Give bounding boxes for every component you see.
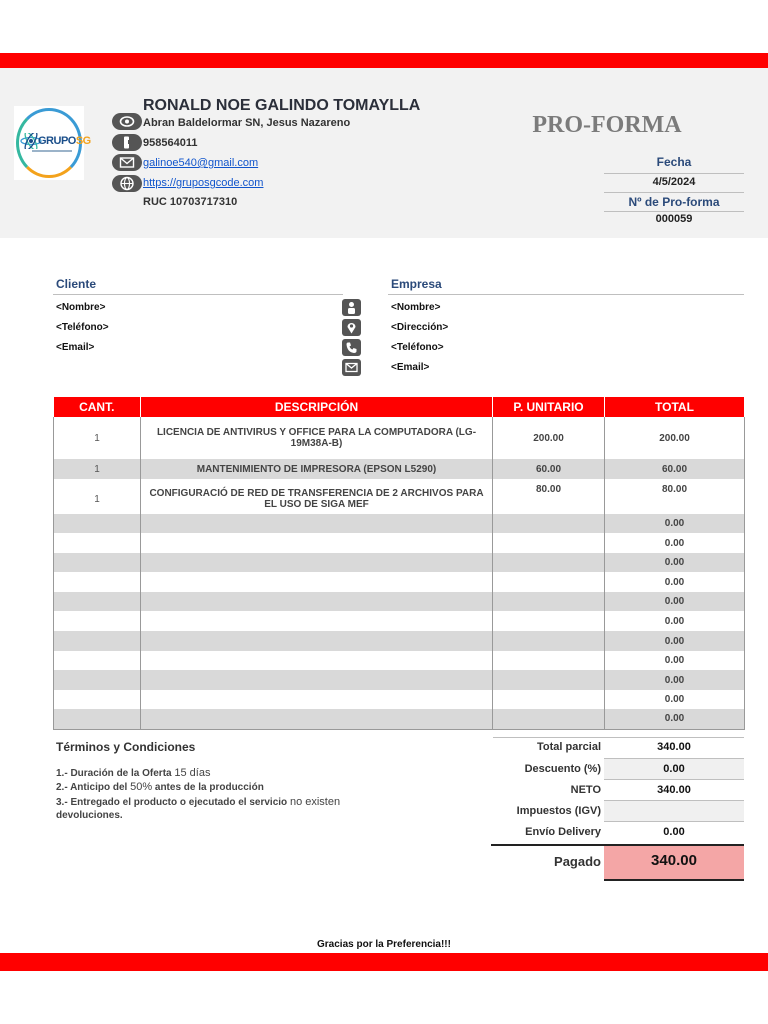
cell-unit-price <box>493 651 605 670</box>
cell-description: LICENCIA DE ANTIVIRUS Y OFFICE PARA LA COMPUTADORA (LG-19M38A-B) <box>141 417 493 459</box>
table-row <box>54 553 745 572</box>
person-icon <box>342 299 361 316</box>
term-line-2: 2.- Anticipo del 50% antes de la producción <box>56 781 264 793</box>
table-row <box>54 611 745 631</box>
company-phone-field: <Teléfono> <box>391 342 444 353</box>
email-icon <box>342 359 361 376</box>
cell-total: 0.00 <box>605 514 745 533</box>
divider <box>388 294 744 295</box>
company-address-field: <Dirección> <box>391 322 449 333</box>
cell-total: 200.00 <box>605 417 745 459</box>
logo-tagline <box>32 150 72 152</box>
column-header-description: DESCRIPCIÓN <box>141 397 493 417</box>
net-label: NETO <box>570 784 601 796</box>
cell-total: 80.00 <box>605 479 745 514</box>
cell-description <box>141 533 493 553</box>
table-row <box>54 533 745 553</box>
email-icon <box>112 154 142 171</box>
website-link-wrap <box>143 177 263 189</box>
cell-qty <box>54 709 141 729</box>
proforma-number-value: 000059 <box>655 213 693 225</box>
company-title: Empresa <box>391 277 442 291</box>
cell-description: MANTENIMIENTO DE IMPRESORA (EPSON L5290) <box>141 459 493 479</box>
cell-description <box>141 651 493 670</box>
cell-qty <box>54 553 141 572</box>
cell-description <box>141 690 493 709</box>
cell-total: 0.00 <box>605 553 745 572</box>
cell-total: 0.00 <box>605 592 745 611</box>
cell-description: CONFIGURACIÓ DE RED DE TRANSFERENCIA DE 2 ARCHIVOS PARA EL USO DE SIGA MEF <box>141 479 493 514</box>
cell-qty <box>54 514 141 533</box>
column-header-unit-price: P. UNITARIO <box>493 397 605 417</box>
net-value: 340.00 <box>657 784 691 796</box>
client-phone-field: <Teléfono> <box>56 322 109 333</box>
cell-unit-price <box>493 709 605 729</box>
paid-value: 340.00 <box>651 852 697 869</box>
term-line-1: 1.- Duración de la Oferta 15 días <box>56 767 211 779</box>
table-row <box>54 592 745 611</box>
cell-total: 60.00 <box>605 459 745 479</box>
company-name-field: <Nombre> <box>391 302 441 313</box>
company-logo <box>14 106 91 180</box>
table-header-row <box>54 397 745 417</box>
table-row <box>54 479 745 514</box>
ruc-text: RUC 10703717310 <box>143 196 238 208</box>
divider <box>604 173 744 174</box>
cell-unit-price <box>493 572 605 592</box>
table-row <box>54 651 745 670</box>
term-line-3: 3.- Entregado el producto o ejecutado el servicio no existen devoluciones. <box>56 796 341 821</box>
cell-qty: 1 <box>54 479 141 514</box>
cell-unit-price: 80.00 <box>493 479 605 514</box>
column-header-qty: CANT. <box>54 397 141 417</box>
cell-qty <box>54 572 141 592</box>
cell-qty <box>54 533 141 553</box>
cell-description <box>141 670 493 690</box>
subtotal-value: 340.00 <box>657 741 691 753</box>
website-link[interactable]: https://gruposgcode.com <box>143 177 264 189</box>
cell-description <box>141 709 493 729</box>
cell-total: 0.00 <box>605 709 745 729</box>
client-title: Cliente <box>56 277 97 291</box>
cell-qty: 1 <box>54 417 141 459</box>
cell-description <box>141 631 493 651</box>
email-link-wrap <box>143 157 258 169</box>
cell-unit-price <box>493 514 605 533</box>
cell-description <box>141 553 493 572</box>
top-red-bar <box>0 53 768 68</box>
cell-qty <box>54 651 141 670</box>
table-row <box>54 572 745 592</box>
tax-label: Impuestos (IGV) <box>516 805 601 817</box>
delivery-value: 0.00 <box>663 826 685 838</box>
table-row <box>54 670 745 690</box>
cell-qty <box>54 670 141 690</box>
table-row <box>54 459 745 479</box>
cell-total: 0.00 <box>605 611 745 631</box>
cell-description <box>141 611 493 631</box>
thank-you-note: Gracias por la Preferencia!!! <box>317 939 451 950</box>
phone-icon <box>342 339 361 356</box>
subtotal-label: Total parcial <box>537 741 601 753</box>
cell-total: 0.00 <box>605 631 745 651</box>
discount-value: 0.00 <box>663 763 685 775</box>
cell-unit-price <box>493 690 605 709</box>
divider <box>604 211 744 212</box>
cell-total: 0.00 <box>605 670 745 690</box>
cell-qty <box>54 631 141 651</box>
cell-total: 0.00 <box>605 572 745 592</box>
cell-qty <box>54 690 141 709</box>
client-email-field: <Email> <box>56 342 95 353</box>
globe-icon <box>112 175 142 192</box>
cell-qty: 1 <box>54 459 141 479</box>
table-row <box>54 417 745 459</box>
cell-total: 0.00 <box>605 533 745 553</box>
proforma-number-label: Nº de Pro-forma <box>628 195 720 209</box>
table-row <box>54 514 745 533</box>
phone-text: 958564011 <box>143 137 198 149</box>
cell-unit-price <box>493 553 605 572</box>
bottom-red-bar <box>0 953 768 971</box>
cell-unit-price <box>493 670 605 690</box>
company-name: RONALD NOE GALINDO TOMAYLLA <box>143 97 421 114</box>
divider <box>604 192 744 193</box>
delivery-label: Envío Delivery <box>525 826 601 838</box>
cell-description <box>141 592 493 611</box>
company-email-field: <Email> <box>391 362 430 373</box>
table-row <box>54 690 745 709</box>
cell-qty <box>54 611 141 631</box>
cell-description <box>141 572 493 592</box>
date-value: 4/5/2024 <box>652 176 696 188</box>
cell-description <box>141 514 493 533</box>
paid-label: Pagado <box>554 854 601 869</box>
location-icon <box>342 319 361 336</box>
cell-unit-price <box>493 592 605 611</box>
cell-unit-price <box>493 631 605 651</box>
date-label: Fecha <box>656 155 692 169</box>
client-name-field: <Nombre> <box>56 302 106 313</box>
logo-text: GRUPOSG <box>38 135 91 147</box>
cell-total: 0.00 <box>605 690 745 709</box>
table-row <box>54 631 745 651</box>
terms-title: Términos y Condiciones <box>56 740 196 754</box>
table-row <box>54 709 745 729</box>
document-title: PRO-FORMA <box>532 112 682 138</box>
location-icon <box>112 113 142 130</box>
cell-unit-price <box>493 611 605 631</box>
cell-unit-price <box>493 533 605 553</box>
column-header-total: TOTAL <box>605 397 745 417</box>
divider <box>53 294 343 295</box>
cell-qty <box>54 592 141 611</box>
tax-cell <box>604 800 744 821</box>
address-text: Abran Baldelormar SN, Jesus Nazareno <box>143 117 351 129</box>
discount-label: Descuento (%) <box>524 763 601 775</box>
phone-icon <box>112 134 142 151</box>
cell-total: 0.00 <box>605 651 745 670</box>
email-link[interactable]: galinoe540@gmail.com <box>143 157 259 169</box>
cell-unit-price: 200.00 <box>493 417 605 459</box>
items-table <box>53 397 745 730</box>
cell-unit-price: 60.00 <box>493 459 605 479</box>
